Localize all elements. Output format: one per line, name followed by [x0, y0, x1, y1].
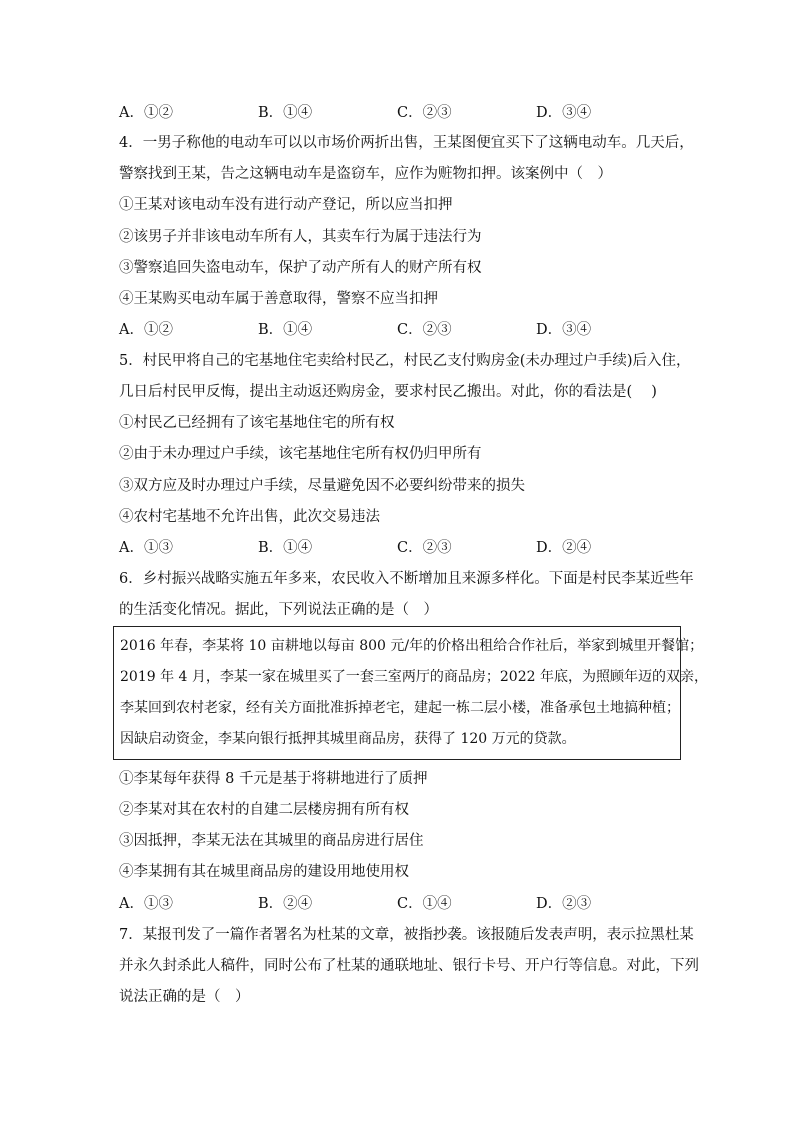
q4-item-4: ④王某购买电动车属于善意取得，警察不应当扣押 — [119, 291, 438, 307]
q5-item-1: ①村民乙已经拥有了该宅基地住宅的所有权 — [119, 415, 395, 431]
q6-material-line-4: 因缺启动资金，李某向银行抵押其城里商品房，获得了 120 万元的贷款。 — [120, 731, 576, 747]
q4-option-d[interactable]: D．③④ — [536, 322, 592, 338]
q7-stem-line-3: 说法正确的是（ ） — [119, 989, 250, 1005]
q7-stem-line-1: 7．某报刊发了一篇作者署名为杜某的文章，被指抄袭。该报随后发表声明，表示拉黑杜某 — [119, 927, 694, 943]
q4-stem-line-2: 警察找到王某，告之这辆电动车是盗窃车，应作为赃物扣押。该案例中（ ） — [119, 166, 612, 182]
q6-item-2: ②李某对其在农村的自建二层楼房拥有所有权 — [119, 802, 409, 818]
q5-stem-line-2: 几日后村民甲反悔，提出主动返还购房金，要求村民乙搬出。对此，你的看法是( ) — [119, 384, 657, 400]
q4-option-c[interactable]: C．②③ — [397, 322, 452, 338]
q3-option-b[interactable]: B．①④ — [258, 105, 313, 121]
q5-item-2: ②由于未办理过户手续，该宅基地住宅所有权仍归甲所有 — [119, 446, 482, 462]
q6-option-d[interactable]: D．②③ — [536, 896, 592, 912]
q5-option-b[interactable]: B．①④ — [258, 540, 313, 556]
q4-item-2: ②该男子并非该电动车所有人，其卖车行为属于违法行为 — [119, 229, 482, 245]
q6-material-line-1: 2016 年春，李某将 10 亩耕地以每亩 800 元/年的价格出租给合作社后，举家到城里开餐馆； — [120, 638, 704, 654]
q6-option-a[interactable]: A．①③ — [119, 896, 173, 912]
q6-item-1: ①李某每年获得 8 千元是基于将耕地进行了质押 — [119, 771, 428, 787]
q5-item-3: ③双方应及时办理过户手续，尽量避免因不必要纠纷带来的损失 — [119, 478, 525, 494]
q6-option-c[interactable]: C．①④ — [397, 896, 452, 912]
q4-item-3: ③警察追回失盗电动车，保护了动产所有人的财产所有权 — [119, 260, 482, 276]
q7-stem-line-2: 并永久封杀此人稿件，同时公布了杜某的通联地址、银行卡号、开户行等信息。对此，下列 — [119, 958, 699, 974]
q6-option-b[interactable]: B．②④ — [258, 896, 313, 912]
q4-option-b[interactable]: B．①④ — [258, 322, 313, 338]
q3-option-d[interactable]: D．③④ — [536, 105, 592, 121]
q6-item-4: ④李某拥有其在城里商品房的建设用地使用权 — [119, 864, 409, 880]
q3-option-c[interactable]: C．②③ — [397, 105, 452, 121]
q5-item-4: ④农村宅基地不允许出售，此次交易违法 — [119, 509, 380, 525]
q4-stem-line-1: 4．一男子称他的电动车可以以市场价两折出售，王某图便宜买下了这辆电动车。几天后， — [119, 135, 694, 151]
q6-item-3: ③因抵押，李某无法在其城里的商品房进行居住 — [119, 833, 424, 849]
q4-option-a[interactable]: A．①② — [119, 322, 173, 338]
q6-stem-line-1: 6．乡村振兴战略实施五年多来，农民收入不断增加且来源多样化。下面是村民李某近些年 — [119, 571, 694, 587]
q3-option-a[interactable]: A．①② — [119, 105, 173, 121]
q5-stem-line-1: 5．村民甲将自己的宅基地住宅卖给村民乙，村民乙支付购房金(未办理过户手续)后入住， — [119, 353, 691, 369]
q6-material-box — [113, 626, 708, 760]
q5-option-d[interactable]: D．②④ — [536, 540, 592, 556]
q6-material-line-2: 2019 年 4 月，李某一家在城里买了一套三室两厅的商品房；2022 年底，为照顾年迈的双亲， — [120, 669, 708, 685]
q6-stem-line-2: 的生活变化情况。据此，下列说法正确的是（ ） — [119, 602, 438, 618]
q5-option-c[interactable]: C．②③ — [397, 540, 452, 556]
q5-option-a[interactable]: A．①③ — [119, 540, 173, 556]
q6-material-line-3: 李某回到农村老家，经有关方面批准拆掉老宅，建起一栋二层小楼，准备承包土地搞种植； — [120, 700, 680, 716]
q4-item-1: ①王某对该电动车没有进行动产登记，所以应当扣押 — [119, 197, 453, 213]
